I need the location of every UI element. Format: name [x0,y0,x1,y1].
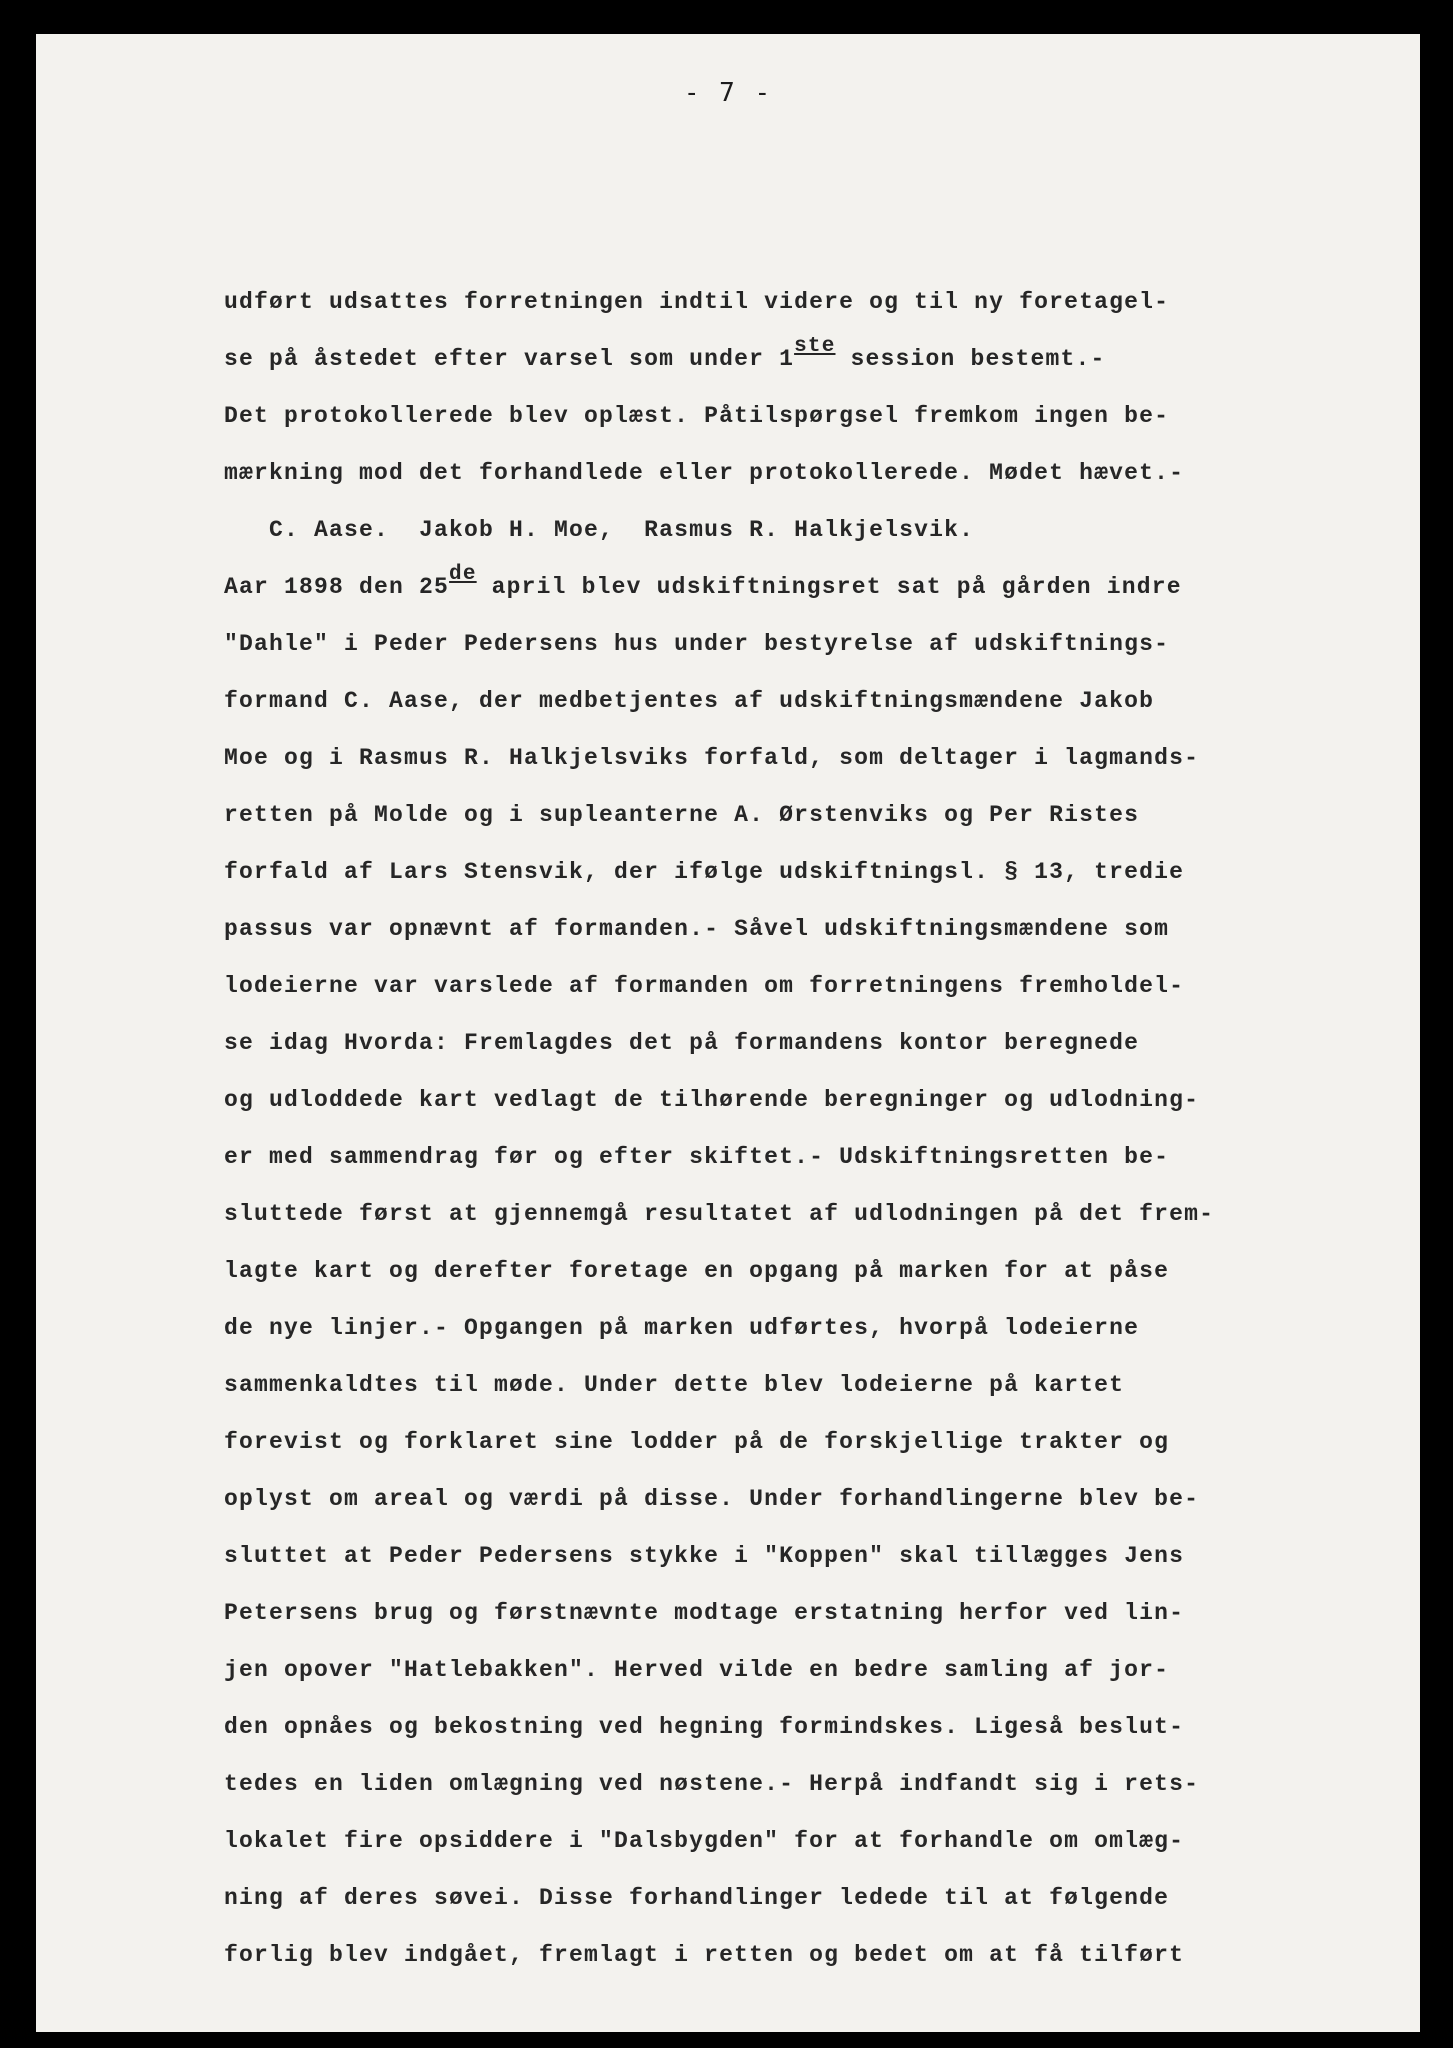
text-line: sluttet at Peder Pedersens stykke i "Koppen" skal tillægges Jens [224,1543,1185,1569]
text-line: forfald af Lars Stensvik, der ifølge udskiftningsl. § 13, tredie [224,859,1185,885]
text-line: oplyst om areal og værdi på disse. Under forhandlingerne blev be- [224,1486,1200,1512]
text-line: se idag Hvorda: Fremlagdes det på formandens kontor beregnede [224,1030,1140,1056]
text-line: Petersens brug og førstnævnte modtage erstatning herfor ved lin- [224,1600,1185,1626]
text-line: lodeierne var varslede af formanden om forretningens fremholdel- [224,973,1185,999]
text-line: passus var opnævnt af formanden.- Såvel udskiftningsmændene som [224,916,1170,942]
text-line: sluttede først at gjennemgå resultatet af udlodningen på det frem- [224,1201,1215,1227]
text-line: forevist og forklaret sine lodder på de forskjellige trakter og [224,1429,1170,1455]
text-line: formand C. Aase, der medbetjentes af udskiftningsmændene Jakob [224,688,1155,714]
document-body [224,274,1374,1984]
superscript: de [449,563,477,586]
text-line: mærkning mod det forhandlede eller protokollerede. Mødet hævet.- [224,460,1185,486]
document-page [36,34,1420,2032]
text-line: ning af deres søvei. Disse forhandlinger ledede til at følgende [224,1885,1170,1911]
text-line: sammenkaldtes til møde. Under dette blev lodeierne på kartet [224,1372,1125,1398]
text-line: se på åstedet efter varsel som under 1ste session bestemt.- [224,335,1106,372]
text-line: "Dahle" i Peder Pedersens hus under bestyrelse af udskiftnings- [224,631,1170,657]
page-number: - 7 - [683,78,773,108]
text-line: Det protokollerede blev oplæst. Påtilspørgsel fremkom ingen be- [224,403,1170,429]
text-line: tedes en liden omlægning ved nøstene.- Herpå indfandt sig i rets- [224,1771,1200,1797]
text-line: og udloddede kart vedlagt de tilhørende beregninger og udlodning- [224,1087,1200,1113]
text-line: er med sammendrag før og efter skiftet.- Udskiftningsretten be- [224,1144,1170,1170]
text-line: retten på Molde og i supleanterne A. Ørstenviks og Per Ristes [224,802,1140,828]
text-line: jen opover "Hatlebakken". Herved vilde en bedre samling af jor- [224,1657,1170,1683]
text-line: den opnåes og bekostning ved hegning formindskes. Ligeså beslut- [224,1714,1185,1740]
superscript: ste [794,335,836,358]
text-line: C. Aase. Jakob H. Moe, Rasmus R. Halkjelsvik. [224,517,975,543]
text-line: lokalet fire opsiddere i "Dalsbygden" for at forhandle om omlæg- [224,1828,1185,1854]
text-line: Aar 1898 den 25de april blev udskiftningsret sat på gården indre [224,563,1182,600]
text-line: Moe og i Rasmus R. Halkjelsviks forfald, som deltager i lagmands- [224,745,1200,771]
text-line: udført udsattes forretningen indtil videre og til ny foretagel- [224,289,1170,315]
text-line: de nye linjer.- Opgangen på marken udførtes, hvorpå lodeierne [224,1315,1140,1341]
text-line: lagte kart og derefter foretage en opgang på marken for at påse [224,1258,1170,1284]
text-line: forlig blev indgået, fremlagt i retten og bedet om at få tilført [224,1942,1185,1968]
